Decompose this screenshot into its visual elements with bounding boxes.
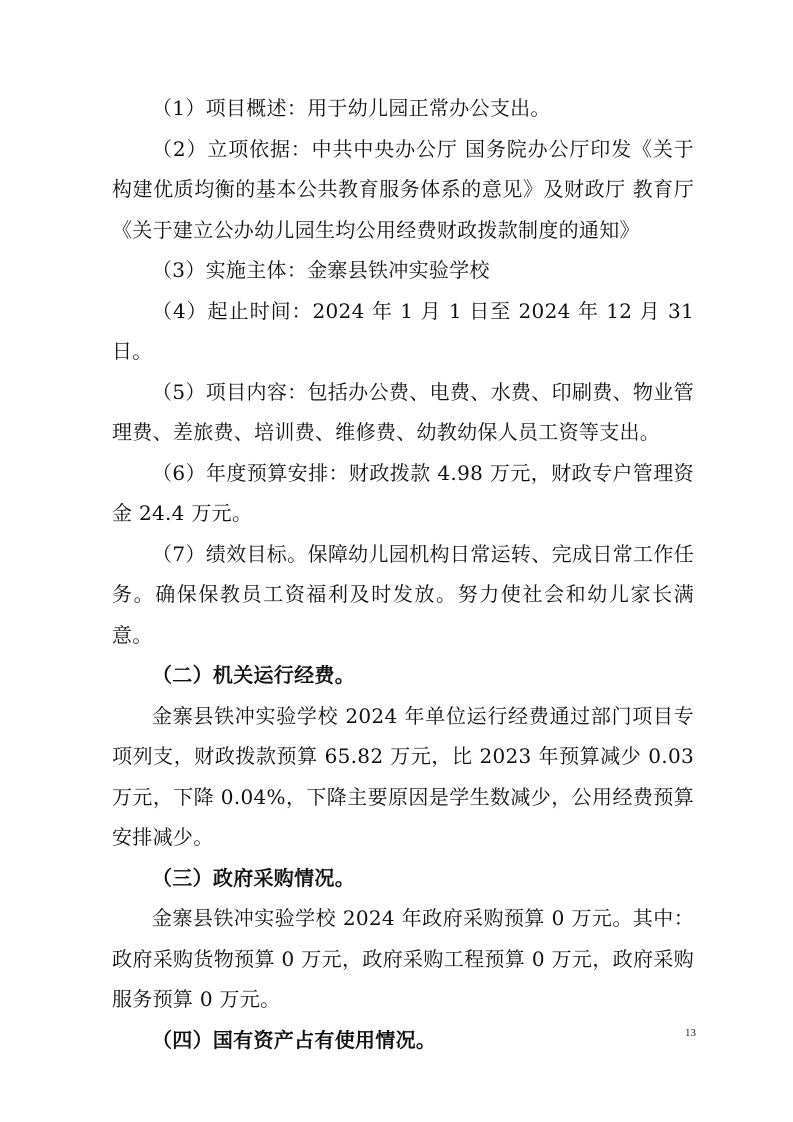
paragraph-period: （4）起止时间：2024 年 1 月 1 日至 2024 年 12 月 31 日。 [112,298,694,363]
paragraph-procurement: 金寨县铁冲实验学校 2024 年政府采购预算 0 万元。其中：政府采购货物预算 0 万元，政府采购工程预算 0 万元，政府采购服务预算 0 万元。 [112,906,694,1011]
section-heading-operating-expenses: （二）机关运行经费。 [152,663,355,687]
section-heading-procurement: （三）政府采购情况。 [152,865,355,890]
paragraph-implementer: （3）实施主体：金寨县铁冲实验学校 [152,258,490,282]
paragraph-operating-expenses: 金寨县铁冲实验学校 2024 年单位运行经费通过部门项目专项列支，财政拨款预算 65.82 万元，比 2023 年预算减少 0.03 万元，下降 0.04%，下降主要原因是学生数减少，公用经费预算安排减少。 [112,703,694,849]
paragraph-project-content: （5）项目内容：包括办公费、电费、水费、印刷费、物业管理费、差旅费、培训费、维修费、幼教幼保人员工资等支出。 [112,379,694,444]
page-number: 13 [685,1027,696,1039]
paragraph-project-basis: （2）立项依据：中共中央办公厅 国务院办公厅印发《关于构建优质均衡的基本公共教育服务体系的意见》及财政厅 教育厅《关于建立公办幼儿园生均公用经费财政拨款制度的通知》 [112,136,694,242]
paragraph-project-overview: （1）项目概述：用于幼儿园正常办公支出。 [152,96,551,120]
paragraph-annual-budget: （6）年度预算安排：财政拨款 4.98 万元，财政专户管理资金 24.4 万元。 [112,460,694,525]
section-heading-state-assets: （四）国有资产占有使用情况。 [152,1027,437,1052]
document-body [112,88,694,1060]
paragraph-performance-goals: （7）绩效目标。保障幼儿园机构日常运转、完成日常工作任务。确保保教员工资福利及时发放。努力使社会和幼儿家长满意。 [112,541,694,647]
